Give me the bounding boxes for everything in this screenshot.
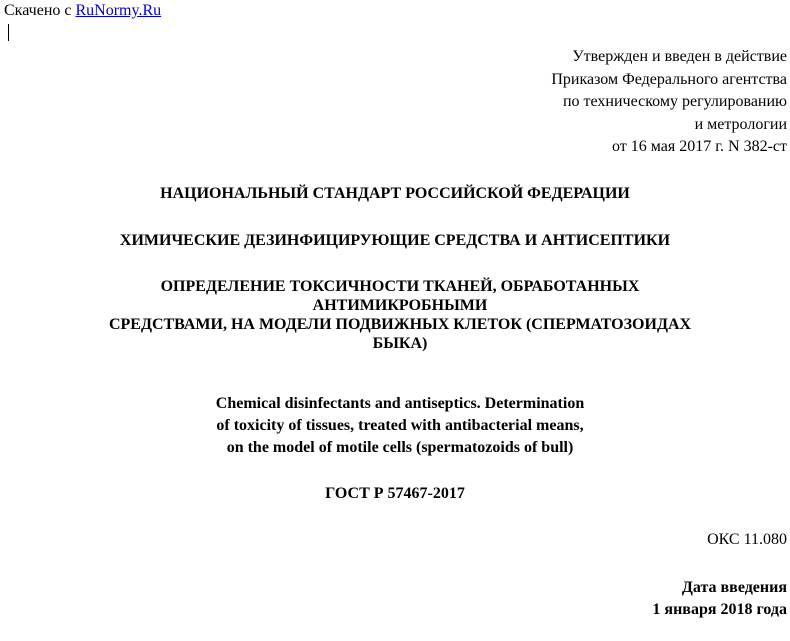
download-prefix: Скачено с	[4, 2, 76, 19]
approval-line: по техническому регулированию	[562, 93, 787, 110]
text-cursor	[8, 24, 9, 41]
approval-line: и метрологии	[694, 115, 787, 133]
approval-line: от 16 мая 2017 г. N 382-ст	[612, 138, 787, 155]
approval-line: Утвержден и введен в действие	[572, 48, 787, 65]
method-title-line: БЫКА)	[372, 335, 428, 352]
method-title-line: ОПРЕДЕЛЕНИЕ ТОКСИЧНОСТИ ТКАНЕЙ, ОБРАБОТАННЫХ	[160, 278, 640, 295]
english-title	[50, 393, 750, 459]
gost-number: ГОСТ Р 57467-2017	[325, 485, 465, 502]
english-title-line: Chemical disinfectants and antiseptics. Determination	[215, 395, 585, 412]
introduction-date: 1 января 2018 года	[652, 601, 787, 618]
introduction-date-block	[652, 577, 787, 621]
introduction-label: Дата введения	[681, 579, 787, 596]
download-source-line	[4, 2, 161, 20]
oks-code: ОКС 11.080	[707, 531, 787, 548]
english-title-line: on the model of motile cells (spermatozoids of bull)	[226, 439, 574, 456]
standard-title: НАЦИОНАЛЬНЫЙ СТАНДАРТ РОССИЙСКОЙ ФЕДЕРАЦИИ	[160, 185, 630, 202]
approval-line: Приказом Федерального агентства	[551, 70, 787, 88]
method-title-line: СРЕДСТВАМИ, НА МОДЕЛИ ПОДВИЖНЫХ КЛЕТОК (СПЕРМАТОЗОИДАХ	[108, 316, 692, 333]
runormy-link[interactable]: RuNormy.Ru	[75, 2, 162, 19]
english-title-line: of toxicity of tissues, treated with antibacterial means,	[216, 417, 584, 434]
subject-title: ХИМИЧЕСКИЕ ДЕЗИНФИЦИРУЮЩИЕ СРЕДСТВА И АНТИСЕПТИКИ	[119, 232, 671, 249]
approval-block	[551, 46, 787, 159]
method-title-line: АНТИМИКРОБНЫМИ	[312, 297, 488, 314]
method-title	[50, 277, 750, 353]
